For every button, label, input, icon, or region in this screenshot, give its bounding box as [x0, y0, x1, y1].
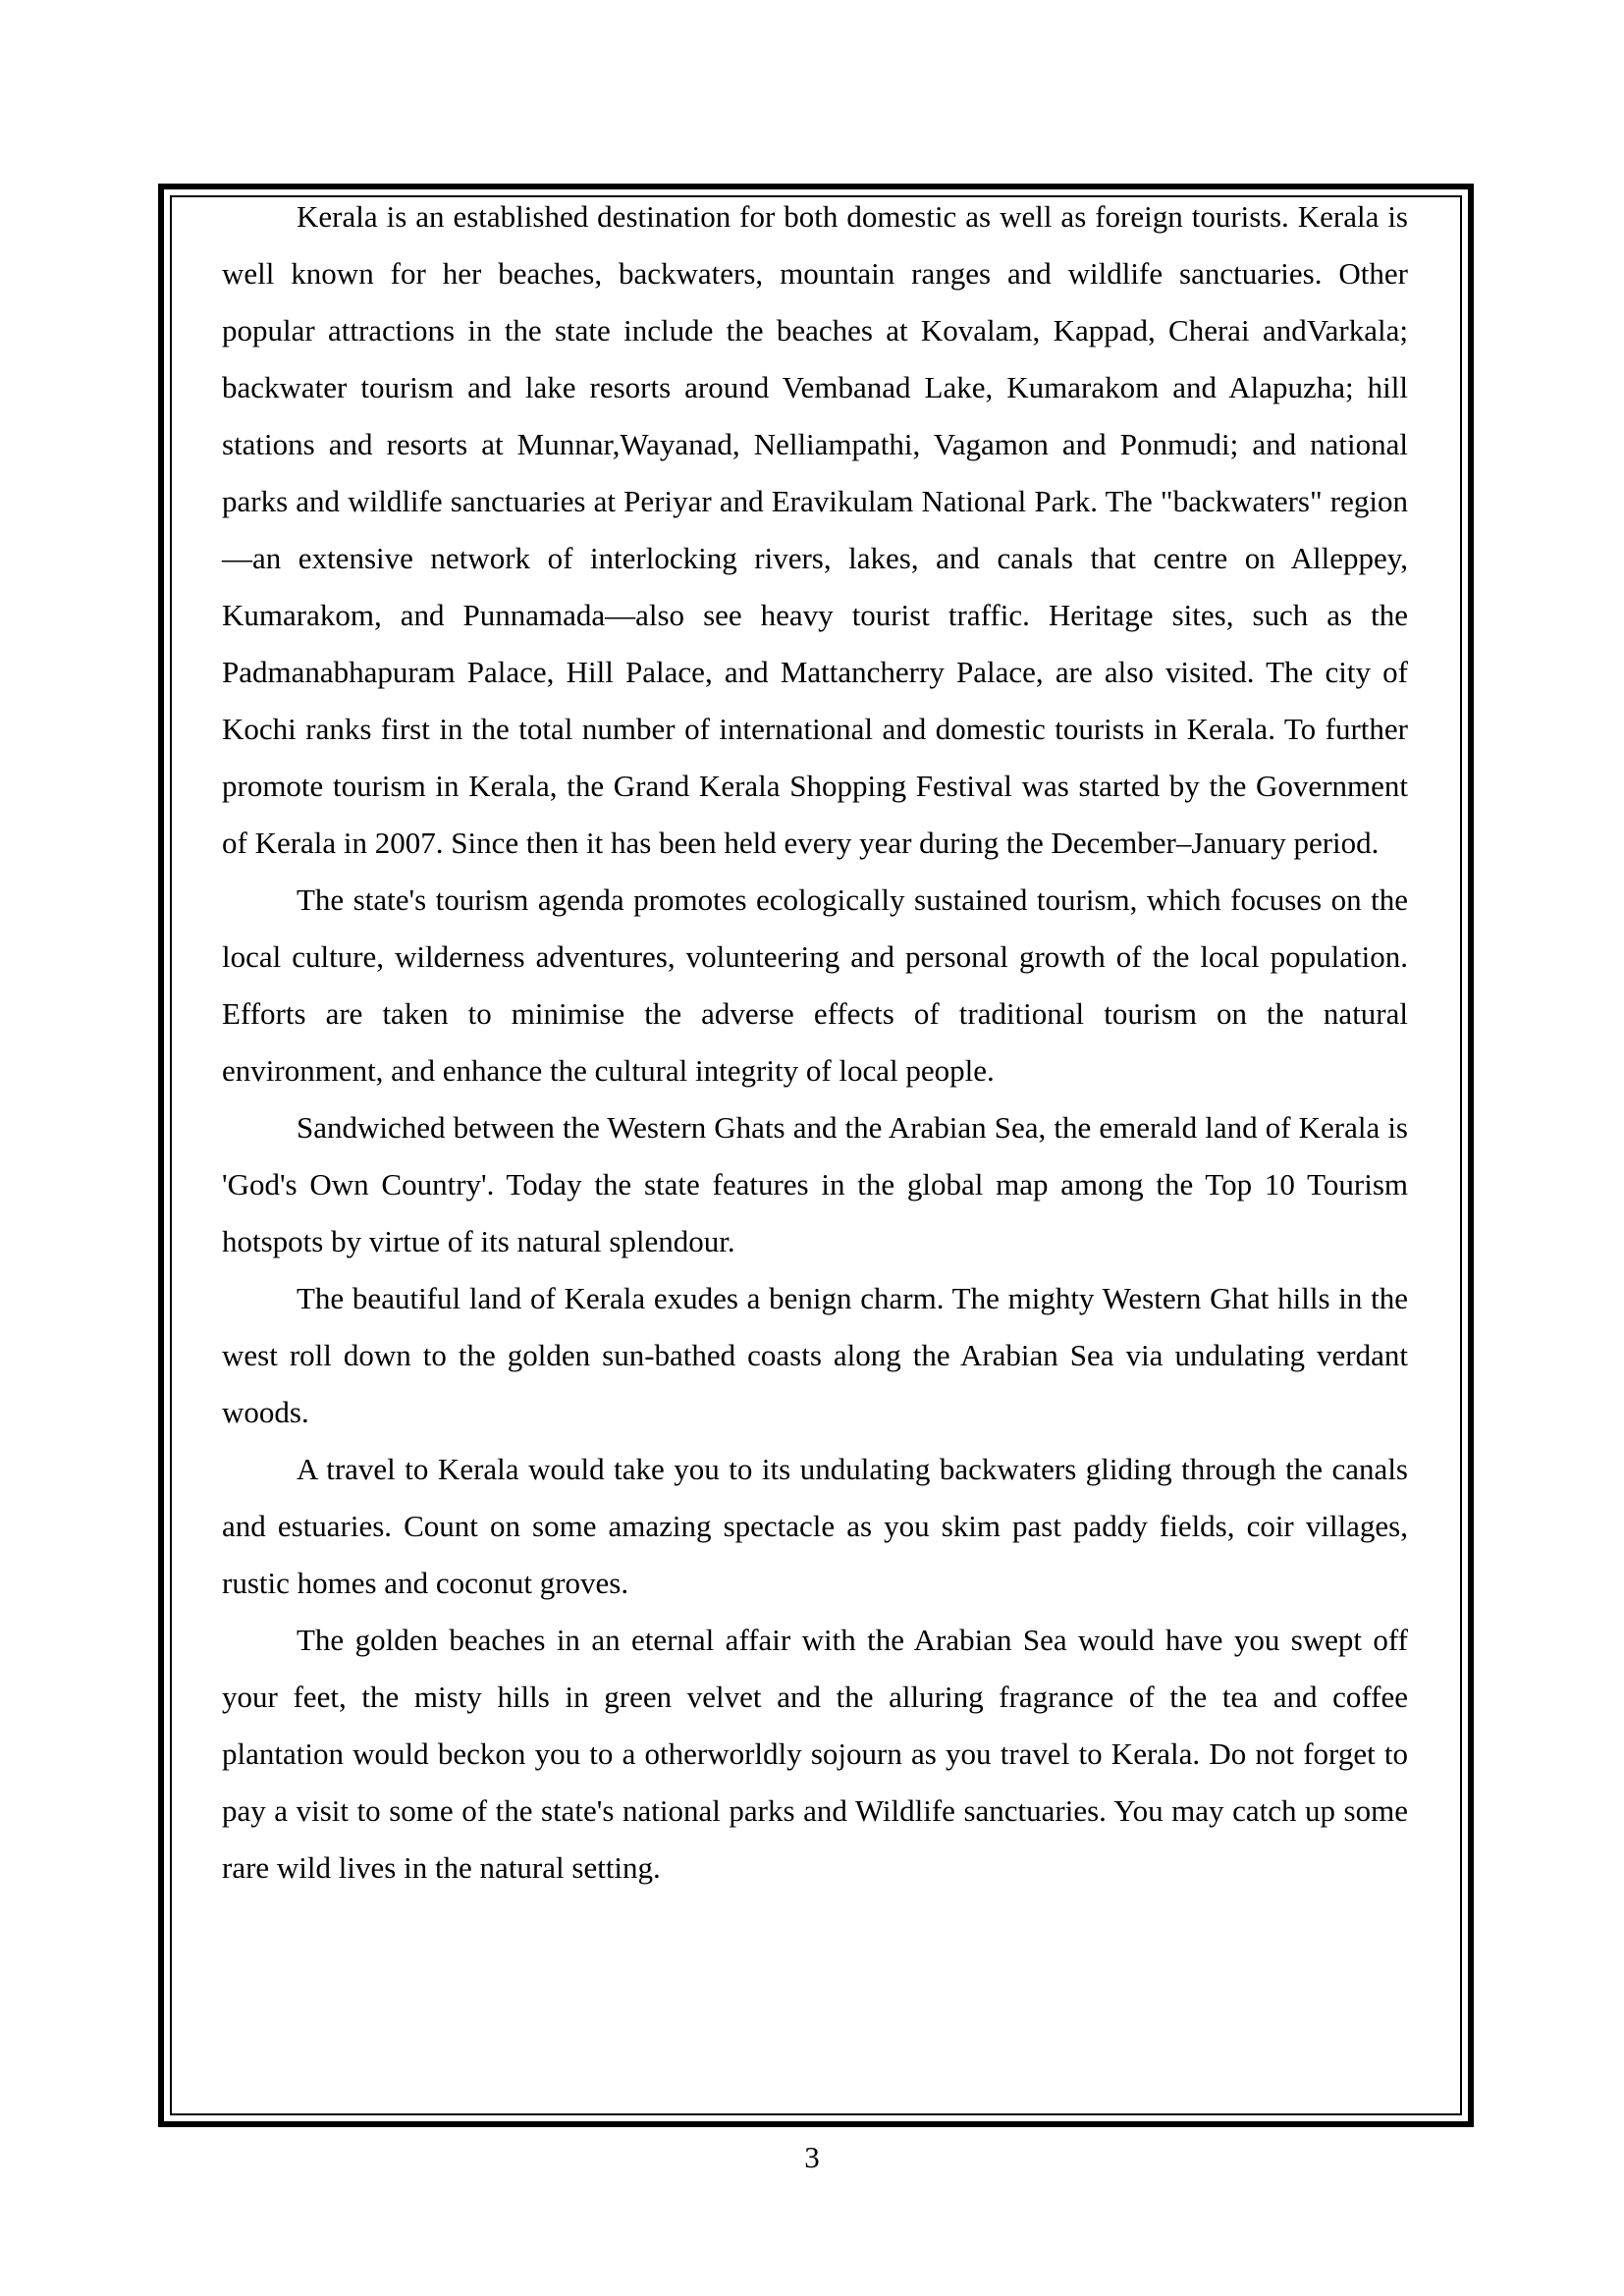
paragraph-tourism-agenda: The state's tourism agenda promotes ecologically sustained tourism, which focuses on the local culture, wilderness adventures, volunteering and personal growth of the local population. Efforts are taken to minimise the adverse effects of traditional tourism on the natural environment, and enhance the cultural integrity of local people.	[222, 882, 1408, 1088]
page-number: 3	[804, 2140, 820, 2174]
paragraph-gods-own-country: Sandwiched between the Western Ghats and the Arabian Sea, the emerald land of Kerala is 'God's Own Country'. Today the state features in the global map among the Top 10 Tourism hotspots by virtue of its natural splendour.	[222, 1110, 1408, 1258]
paragraph-golden-beaches: The golden beaches in an eternal affair with the Arabian Sea would have you swept off your feet, the misty hills in green velvet and the alluring fragrance of the tea and coffee plantation would beckon you to a otherworldly sojourn as you travel to Kerala. Do not forget to pay a visit to some of the state's national parks and Wildlife sanctuaries. You may catch up some rare wild lives in the natural setting.	[222, 1623, 1408, 1885]
page-content	[222, 188, 1408, 1896]
paragraph-backwaters-travel: A travel to Kerala would take you to its undulating backwaters gliding through the canals and estuaries. Count on some amazing spectacle as you skim past paddy fields, coir villages, rustic homes and coconut groves.	[222, 1452, 1408, 1600]
paragraph-benign-charm: The beautiful land of Kerala exudes a benign charm. The mighty Western Ghat hills in the west roll down to the golden sun-bathed coasts along the Arabian Sea via undulating verdant woods.	[222, 1281, 1408, 1429]
paragraph-kerala-tourism-overview: Kerala is an established destination for both domestic as well as foreign tourists. Kerala is well known for her beaches, backwaters, mountain ranges and wildlife sanctuaries. Other popular attractions in the state include the beaches at Kovalam, Kappad, Cherai andVarkala; backwater tourism and lake resorts around Vembanad Lake, Kumarakom and Alapuzha; hill stations and resorts at Munnar,Wayanad, Nelliampathi, Vagamon and Ponmudi; and national parks and wildlife sanctuaries at Periyar and Eravikulam National Park. The "backwaters" region—an extensive network of interlocking rivers, lakes, and canals that centre on Alleppey, Kumarakom, and Punnamada—also see heavy tourist traffic. Heritage sites, such as the Padmanabhapuram Palace, Hill Palace, and Mattancherry Palace, are also visited. The city of Kochi ranks first in the total number of international and domestic tourists in Kerala. To further promote tourism in Kerala, the Grand Kerala Shopping Festival was started by the Government of Kerala in 2007. Since then it has been held every year during the December–January period.	[222, 199, 1408, 860]
